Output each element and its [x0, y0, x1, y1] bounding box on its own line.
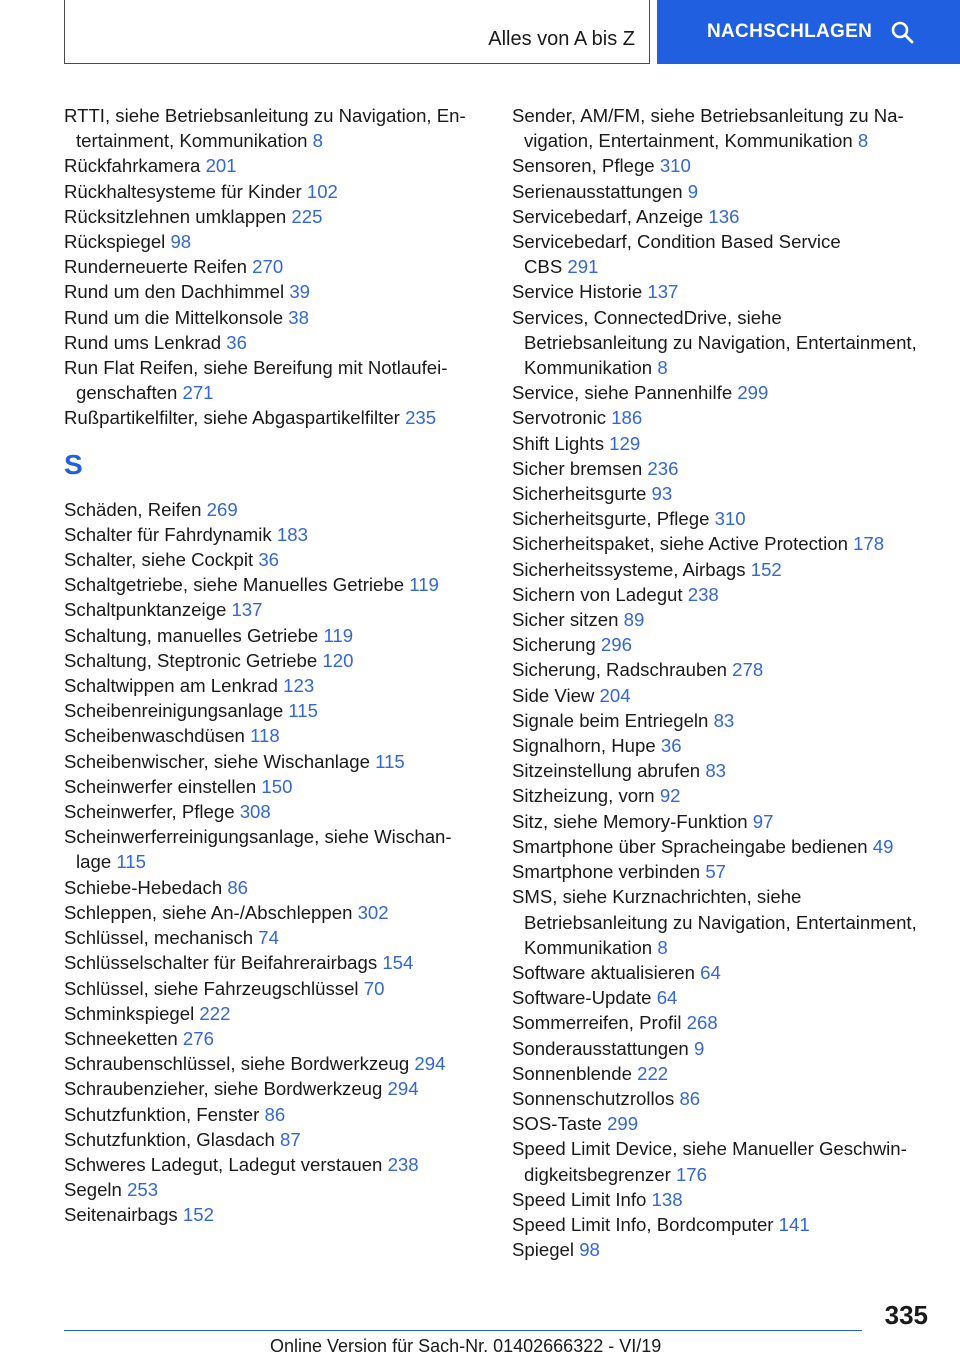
- index-entry: [512, 683, 952, 708]
- page-link[interactable]: 86: [679, 1087, 701, 1109]
- entry-text: Sensoren, Pflege: [512, 155, 655, 177]
- entry-text: Run Flat Reifen, siehe Bereifung mit Notlaufei-: [64, 357, 448, 379]
- entry-text: Spiegel: [512, 1239, 575, 1261]
- entry-text: Serienausstattungen: [512, 180, 683, 202]
- page-link[interactable]: 310: [659, 155, 691, 177]
- index-entry: [512, 1212, 952, 1237]
- footer-divider: [64, 1330, 862, 1331]
- page-link[interactable]: 115: [116, 851, 146, 873]
- page-link[interactable]: 8: [857, 130, 869, 152]
- index-entry: [64, 330, 484, 355]
- entry-list-r: [64, 103, 484, 431]
- page-link[interactable]: 137: [647, 281, 679, 303]
- entry-text: Scheinwerfer, Pflege: [64, 801, 235, 823]
- index-entry: [512, 657, 952, 682]
- index-entry: [512, 1111, 952, 1136]
- index-entry: [512, 506, 952, 531]
- page-link[interactable]: 39: [289, 281, 310, 303]
- entry-text: Speed Limit Info, Bordcomputer: [512, 1213, 774, 1235]
- entry-text: Sicherheitsgurte, Pflege: [512, 508, 710, 530]
- entry-text: Seitenairbags: [64, 1204, 178, 1226]
- index-entry: [64, 204, 484, 229]
- page-link[interactable]: 118: [250, 725, 280, 747]
- entry-text: digkeitsbegrenzer: [524, 1163, 671, 1185]
- page-link[interactable]: 222: [199, 1002, 231, 1024]
- entry-text: Schweres Ladegut, Ladegut verstauen: [64, 1153, 383, 1175]
- entry-text: Rückspiegel: [64, 231, 166, 253]
- index-entry: [64, 1177, 484, 1202]
- index-entry: [512, 103, 952, 153]
- page-link[interactable]: 64: [700, 961, 721, 983]
- page-link[interactable]: 222: [637, 1062, 669, 1084]
- index-entry: [64, 103, 484, 153]
- index-entry: [64, 1152, 484, 1177]
- entry-text: Sender, AM/FM, siehe Betriebsanleitung zu Na-: [512, 105, 904, 126]
- page-link[interactable]: 136: [708, 205, 740, 227]
- page-link[interactable]: 137: [231, 599, 263, 621]
- index-entry: [512, 1136, 952, 1186]
- index-entry: [512, 481, 952, 506]
- entry-text: SOS-Taste: [512, 1113, 602, 1135]
- index-entry: [64, 749, 484, 774]
- entry-text: Services, ConnectedDrive, siehe: [512, 306, 782, 328]
- entry-text: Signalhorn, Hupe: [512, 735, 656, 757]
- entry-text: Scheibenwischer, siehe Wischanlage: [64, 750, 370, 772]
- page-link[interactable]: 296: [600, 634, 632, 656]
- page-link[interactable]: 186: [611, 407, 643, 429]
- entry-text: Sitzheizung, vorn: [512, 785, 655, 807]
- entry-text: Software-Update: [512, 987, 652, 1009]
- index-entry: [64, 723, 484, 748]
- entry-text: Kommunikation: [524, 936, 653, 958]
- index-entry: [512, 153, 952, 178]
- page-link[interactable]: 308: [239, 801, 271, 823]
- entry-text: Side View: [512, 684, 595, 706]
- page-link[interactable]: 294: [414, 1053, 446, 1075]
- page-link[interactable]: 8: [657, 357, 668, 379]
- entry-text: Scheinwerferreinigungsanlage, siehe Wischan-: [64, 826, 452, 848]
- entry-text: Sicherheitsgurte: [512, 483, 647, 505]
- page-link[interactable]: 183: [276, 523, 308, 545]
- index-entry: [512, 985, 952, 1010]
- entry-text: Signale beim Entriegeln: [512, 709, 709, 731]
- page-link[interactable]: 93: [651, 483, 673, 505]
- page-link[interactable]: 152: [182, 1204, 214, 1226]
- index-entry: [512, 733, 952, 758]
- index-entry: [64, 1102, 484, 1127]
- entry-text: Schleppen, siehe An-/Abschleppen: [64, 901, 353, 923]
- entry-text: Rund um den Dachhimmel: [64, 281, 285, 303]
- page-link[interactable]: 9: [687, 180, 699, 202]
- page-link[interactable]: 150: [261, 775, 293, 797]
- index-column-right: [512, 103, 952, 1262]
- index-entry: [512, 783, 952, 808]
- entry-text: Rücksitzlehnen umklappen: [64, 205, 287, 227]
- entry-text: Rußpartikelfilter, siehe Abgaspartikelfilter: [64, 407, 400, 429]
- entry-text: Schalter, siehe Cockpit: [64, 549, 254, 571]
- index-entry: [64, 547, 484, 572]
- index-entry: [512, 708, 952, 733]
- page-link[interactable]: 310: [714, 508, 746, 530]
- page-link[interactable]: 271: [182, 382, 214, 404]
- index-entry: [512, 531, 952, 556]
- index-entry: [64, 229, 484, 254]
- index-entry: [64, 1127, 484, 1152]
- page-link[interactable]: 238: [387, 1153, 419, 1175]
- header-box: [64, 0, 650, 64]
- index-column-left: [64, 103, 484, 1228]
- page-link[interactable]: 92: [659, 785, 681, 807]
- page-link[interactable]: 238: [687, 583, 719, 605]
- entry-text: Sicherung: [512, 634, 596, 656]
- page-link[interactable]: 276: [182, 1027, 214, 1049]
- entry-text: Schlüssel, mechanisch: [64, 927, 254, 949]
- page-link[interactable]: 83: [713, 709, 735, 731]
- index-entry: [64, 900, 484, 925]
- entry-text: Service, siehe Pannenhilfe: [512, 382, 733, 404]
- entry-text: Schaltpunktanzeige: [64, 599, 227, 621]
- index-entry: [512, 809, 952, 834]
- page-link[interactable]: 86: [264, 1103, 286, 1125]
- index-entry: [64, 925, 484, 950]
- entry-text: Schalter für Fahrdynamik: [64, 523, 272, 545]
- index-entry: [512, 1237, 952, 1262]
- page-link[interactable]: 87: [280, 1128, 301, 1150]
- index-entry: [512, 859, 952, 884]
- page-link[interactable]: 57: [705, 861, 726, 883]
- index-entry: [512, 456, 952, 481]
- index-entry: [64, 1076, 484, 1101]
- page-link[interactable]: 299: [607, 1113, 639, 1135]
- page-link[interactable]: 152: [750, 558, 782, 580]
- index-entry: [512, 380, 952, 405]
- entry-text: Rückhaltesysteme für Kinder: [64, 180, 302, 202]
- page-link[interactable]: 120: [322, 649, 354, 671]
- entry-text: Sitz, siehe Memory-Funktion: [512, 810, 748, 832]
- index-entry: [64, 497, 484, 522]
- entry-text: Speed Limit Device, siehe Manueller Geschwin-: [512, 1138, 907, 1160]
- entry-text: Schlüssel, siehe Fahrzeugschlüssel: [64, 977, 359, 999]
- index-entry: [64, 950, 484, 975]
- entry-text: Sicherung, Radschrauben: [512, 659, 727, 681]
- entry-text: Sonderausstattungen: [512, 1037, 689, 1059]
- index-entry: [64, 1001, 484, 1026]
- page-link[interactable]: 235: [405, 407, 437, 429]
- entry-text: lage: [76, 851, 112, 873]
- entry-text: Runderneuerte Reifen: [64, 256, 247, 278]
- page-link[interactable]: 178: [853, 533, 885, 555]
- index-entry: [512, 607, 952, 632]
- index-entry: [512, 758, 952, 783]
- index-entry: [64, 355, 484, 405]
- entry-text: Schäden, Reifen: [64, 498, 202, 520]
- entry-text: Schiebe-Hebedach: [64, 876, 223, 898]
- index-entry: [512, 179, 952, 204]
- page-link[interactable]: 86: [227, 876, 249, 898]
- entry-text: Schaltwippen am Lenkrad: [64, 675, 278, 697]
- index-entry: [512, 1086, 952, 1111]
- page-link[interactable]: 36: [258, 549, 279, 571]
- index-entry: [512, 582, 952, 607]
- entry-text: Schaltgetriebe, siehe Manuelles Getriebe: [64, 574, 405, 596]
- entry-text: Schraubenzieher, siehe Bordwerkzeug: [64, 1078, 383, 1100]
- entry-text: Schutzfunktion, Fenster: [64, 1103, 260, 1125]
- page-link[interactable]: 97: [752, 810, 774, 832]
- index-entry: [512, 1187, 952, 1212]
- index-entry: [512, 834, 952, 859]
- entry-text: Sicher sitzen: [512, 609, 619, 631]
- page-link[interactable]: 154: [382, 952, 414, 974]
- page-link[interactable]: 119: [323, 624, 354, 646]
- page-link[interactable]: 38: [288, 306, 309, 328]
- entry-text: Smartphone verbinden: [512, 861, 701, 883]
- entry-text: Speed Limit Info: [512, 1188, 647, 1210]
- entry-text: Rund um die Mittelkonsole: [64, 306, 284, 328]
- entry-text: Sommerreifen, Profil: [512, 1012, 682, 1034]
- entry-text: Servicebedarf, Anzeige: [512, 205, 704, 227]
- entry-text: Schutzfunktion, Glasdach: [64, 1128, 275, 1150]
- entry-text: Smartphone über Spracheingabe bedienen: [512, 835, 868, 857]
- index-entry: [64, 799, 484, 824]
- index-entry: [64, 179, 484, 204]
- entry-text: vigation, Entertainment, Kommunikation: [524, 130, 853, 152]
- page-link[interactable]: 299: [737, 382, 769, 404]
- entry-list-s-continued: [512, 103, 952, 1262]
- index-entry: [64, 572, 484, 597]
- page-number: 335: [884, 1300, 928, 1330]
- page-link[interactable]: 115: [375, 750, 405, 772]
- page-link[interactable]: 291: [567, 256, 599, 278]
- index-entry: [512, 884, 952, 960]
- entry-text: Sitzeinstellung abrufen: [512, 760, 701, 782]
- page-link[interactable]: 269: [206, 498, 238, 520]
- entry-text: Kommunikation: [524, 357, 653, 379]
- index-entry: [64, 824, 484, 874]
- section-letter: S: [64, 448, 83, 480]
- entry-text: Schaltung, Steptronic Getriebe: [64, 649, 318, 671]
- index-entry: [64, 774, 484, 799]
- entry-text: Segeln: [64, 1179, 122, 1201]
- page-link[interactable]: 119: [409, 574, 439, 596]
- page-link[interactable]: 8: [657, 936, 668, 958]
- index-entry: [64, 976, 484, 1001]
- page-link[interactable]: 294: [387, 1078, 419, 1100]
- entry-text: Sicher bremsen: [512, 457, 643, 479]
- index-entry: [512, 229, 952, 279]
- index-entry: [64, 305, 484, 330]
- entry-text: Servicebedarf, Condition Based Service: [512, 231, 841, 253]
- entry-text: Scheibenreinigungsanlage: [64, 700, 284, 722]
- entry-text: Schaltung, manuelles Getriebe: [64, 624, 319, 646]
- index-entry: [512, 1061, 952, 1086]
- index-entry: [512, 305, 952, 381]
- index-entry: [64, 522, 484, 547]
- index-entry: [64, 1202, 484, 1227]
- page-link[interactable]: 138: [651, 1188, 683, 1210]
- page-link[interactable]: 236: [647, 457, 679, 479]
- entry-text: RTTI, siehe Betriebsanleitung zu Navigation, En-: [64, 105, 466, 126]
- entry-text: Schneeketten: [64, 1027, 178, 1049]
- entry-text: Rund ums Lenkrad: [64, 331, 222, 353]
- index-entry: [512, 1010, 952, 1035]
- index-entry: [64, 254, 484, 279]
- index-entry: [512, 557, 952, 582]
- entry-text: Schminkspiegel: [64, 1002, 195, 1024]
- footer-text: Online Version für Sach-Nr. 01402666322 - VI/19: [270, 1336, 662, 1356]
- index-entry: [64, 279, 484, 304]
- page-link[interactable]: 36: [226, 331, 247, 353]
- entry-text: Scheinwerfer einstellen: [64, 775, 257, 797]
- entry-text: Sonnenschutzrollos: [512, 1087, 675, 1109]
- search-icon: [890, 20, 914, 44]
- page-link[interactable]: 123: [283, 675, 315, 697]
- page-link[interactable]: 176: [675, 1163, 707, 1185]
- nav-tab-label: NACHSCHLAGEN: [707, 21, 873, 42]
- entry-text: genschaften: [76, 382, 178, 404]
- entry-text: Sicherheitspaket, siehe Active Protection: [512, 533, 848, 555]
- index-entry: [512, 405, 952, 430]
- index-entry: [512, 1036, 952, 1061]
- index-entry: [64, 623, 484, 648]
- index-entry: [512, 279, 952, 304]
- entry-list-s: [64, 497, 484, 1228]
- page-link[interactable]: 141: [778, 1213, 810, 1235]
- index-entry: [512, 204, 952, 229]
- page-link[interactable]: 83: [705, 760, 726, 782]
- entry-text: Servotronic: [512, 407, 607, 429]
- entry-text: Betriebsanleitung zu Navigation, Entertainment,: [524, 911, 917, 933]
- index-entry: [64, 648, 484, 673]
- page-link[interactable]: 253: [127, 1179, 159, 1201]
- page-link[interactable]: 49: [872, 835, 894, 857]
- index-entry: [64, 673, 484, 698]
- index-entry: [512, 960, 952, 985]
- page-link[interactable]: 225: [291, 205, 323, 227]
- page-link[interactable]: 98: [170, 231, 192, 253]
- page-link[interactable]: 8: [312, 130, 324, 152]
- page-link[interactable]: 129: [609, 432, 641, 454]
- index-entry: [64, 597, 484, 622]
- nav-tab-nachschlagen[interactable]: [657, 0, 960, 64]
- index-entry: [512, 632, 952, 657]
- page-link[interactable]: 70: [363, 977, 385, 999]
- index-entry: [64, 875, 484, 900]
- page-link[interactable]: 278: [732, 659, 764, 681]
- index-entry: [64, 698, 484, 723]
- page-link[interactable]: 302: [357, 901, 389, 923]
- entry-text: Schraubenschlüssel, siehe Bordwerkzeug: [64, 1053, 410, 1075]
- page-title: Alles von A bis Z: [488, 28, 635, 50]
- page-link[interactable]: 201: [205, 155, 237, 177]
- entry-text: Schlüsselschalter für Beifahrerairbags: [64, 952, 378, 974]
- index-entry: [64, 1026, 484, 1051]
- page-link[interactable]: 89: [623, 609, 645, 631]
- entry-text: Service Historie: [512, 281, 643, 303]
- page-link[interactable]: 64: [656, 987, 678, 1009]
- index-entry: [512, 431, 952, 456]
- index-entry: [64, 1051, 484, 1076]
- entry-text: Sicherheitssysteme, Airbags: [512, 558, 746, 580]
- entry-text: tertainment, Kommunikation: [76, 130, 308, 152]
- page-link[interactable]: 36: [660, 735, 682, 757]
- page-link[interactable]: 74: [258, 927, 279, 949]
- entry-text: Shift Lights: [512, 432, 604, 454]
- page-link[interactable]: 9: [693, 1037, 705, 1059]
- page-link[interactable]: 204: [599, 684, 631, 706]
- entry-text: Rückfahrkamera: [64, 155, 201, 177]
- index-entry: [64, 405, 484, 430]
- entry-text: Sonnenblende: [512, 1062, 632, 1084]
- entry-text: Betriebsanleitung zu Navigation, Entertainment,: [524, 331, 917, 353]
- entry-text: Sichern von Ladegut: [512, 583, 683, 605]
- page-link[interactable]: 115: [288, 700, 318, 722]
- entry-text: CBS: [524, 256, 563, 278]
- page-link[interactable]: 98: [579, 1239, 600, 1261]
- entry-text: Software aktualisieren: [512, 961, 695, 983]
- entry-text: Scheibenwaschdüsen: [64, 725, 245, 747]
- page-link[interactable]: 270: [252, 256, 284, 278]
- entry-text: SMS, siehe Kurznachrichten, siehe: [512, 886, 802, 908]
- page-link[interactable]: 102: [306, 180, 338, 202]
- page-link[interactable]: 268: [686, 1012, 718, 1034]
- index-entry: [64, 153, 484, 178]
